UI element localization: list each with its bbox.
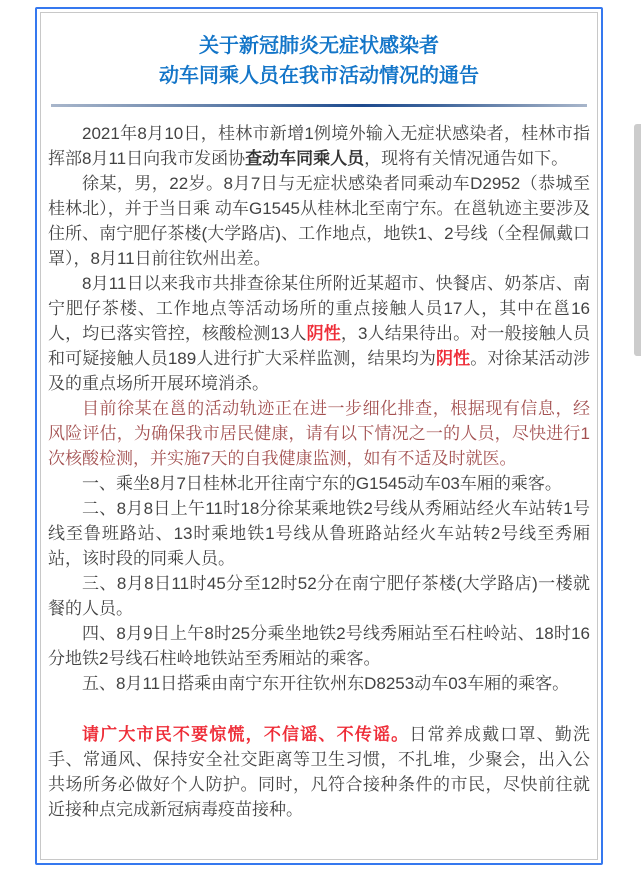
screening-text-3: 。对徐某活动涉及的重点场所开展环境消杀。 bbox=[48, 349, 591, 393]
cooperate-check-bold: 查动车同乘人员 bbox=[245, 149, 365, 168]
paragraph-intro bbox=[48, 121, 590, 171]
intro-text-pre: 2021年8月10日，桂林市新增1例境外输入无症状感染者，桂林市指挥部8月11日向我市发函协 bbox=[48, 124, 590, 168]
intro-text-post: ，现将有关情况通告如下。 bbox=[364, 149, 569, 168]
page-title-line-2: 动车同乘人员在我市活动情况的通告 bbox=[159, 65, 479, 87]
paragraph-screening-results bbox=[48, 271, 590, 396]
advice-rest: 日常养成戴口罩、勤洗手、常通风、保持安全社交距离等卫生习惯，不扎堆，少聚会，出入公共场所务必做好个人防护。同时，凡符合接种条件的市民，尽快前往就近接种点完成新冠病毒疫苗接种。 bbox=[48, 725, 591, 819]
paragraph-public-advice bbox=[48, 722, 590, 822]
paragraph-risk-warning: 目前徐某在邕的活动轨迹正在进一步细化排查，根据现有信息，经风险评估，为确保我市居民健康，请有以下情况之一的人员，尽快进行1次核酸检测，并实施7天的自我健康监测，如有不适及时就医。 bbox=[48, 399, 590, 468]
advice-red-bold: 请广大市民不要惊慌，不信谣、不传谣。 bbox=[82, 725, 410, 744]
paragraph-case-activity: 徐某，男，22岁。8月7日与无症状感染者同乘动车D2952（恭城至桂林北），并于当日乘 动车G1545从桂林北至南宁东。在邕轨迹主要涉及住所、南宁肥仔茶楼(大学路店)、工作地点，地铁1、2号线（全程佩戴口罩），8月11日前往钦州出差。 bbox=[48, 174, 590, 268]
notice-item-2: 二、8月8日上午11时18分徐某乘地铁2号线从秀厢站经火车站转1号线至鲁班路站、13时乘地铁1号线从鲁班路站经火车站转2号线至秀厢站，该时段的同乘人员。 bbox=[48, 499, 590, 568]
screening-text-1: 8月11日以来我市共排查徐某住所附近某超市、快餐店、奶茶店、南宁肥仔茶楼、工作地点等活动场所的重点接触人员17人，其中在邕16人，均已落实管控，核酸检测13人 bbox=[48, 274, 590, 343]
page-title bbox=[48, 31, 590, 91]
page-title-line-1: 关于新冠肺炎无症状感染者 bbox=[199, 35, 439, 57]
notice-item-5: 五、8月11日搭乘由南宁东开往钦州东D8253动车03车厢的乘客。 bbox=[82, 674, 570, 693]
notice-inner-frame bbox=[40, 12, 598, 860]
notice-page bbox=[35, 7, 603, 865]
notice-item-4: 四、8月9日上午8时25分乘坐地铁2号线秀厢站至石柱岭站、18时16分地铁2号线石柱岭地铁站至秀厢站的乘客。 bbox=[48, 624, 590, 668]
notice-item-1: 一、乘坐8月7日桂林北开往南宁东的G1545动车03车厢的乘客。 bbox=[82, 474, 562, 493]
screening-text-2: ，3人结果待出。对一般接触人员和可疑接触人员189人进行扩大采样监测，结果均为 bbox=[48, 324, 590, 368]
notice-item-3: 三、8月8日11时45分至12时52分在南宁肥仔茶楼(大学路店)一楼就餐的人员。 bbox=[48, 574, 590, 618]
title-divider bbox=[51, 104, 587, 107]
negative-result-highlight: 阴性 bbox=[306, 324, 341, 343]
negative-result-highlight: 阴性 bbox=[436, 349, 471, 368]
scrollbar-thumb[interactable] bbox=[634, 124, 641, 356]
notice-body bbox=[48, 121, 590, 822]
